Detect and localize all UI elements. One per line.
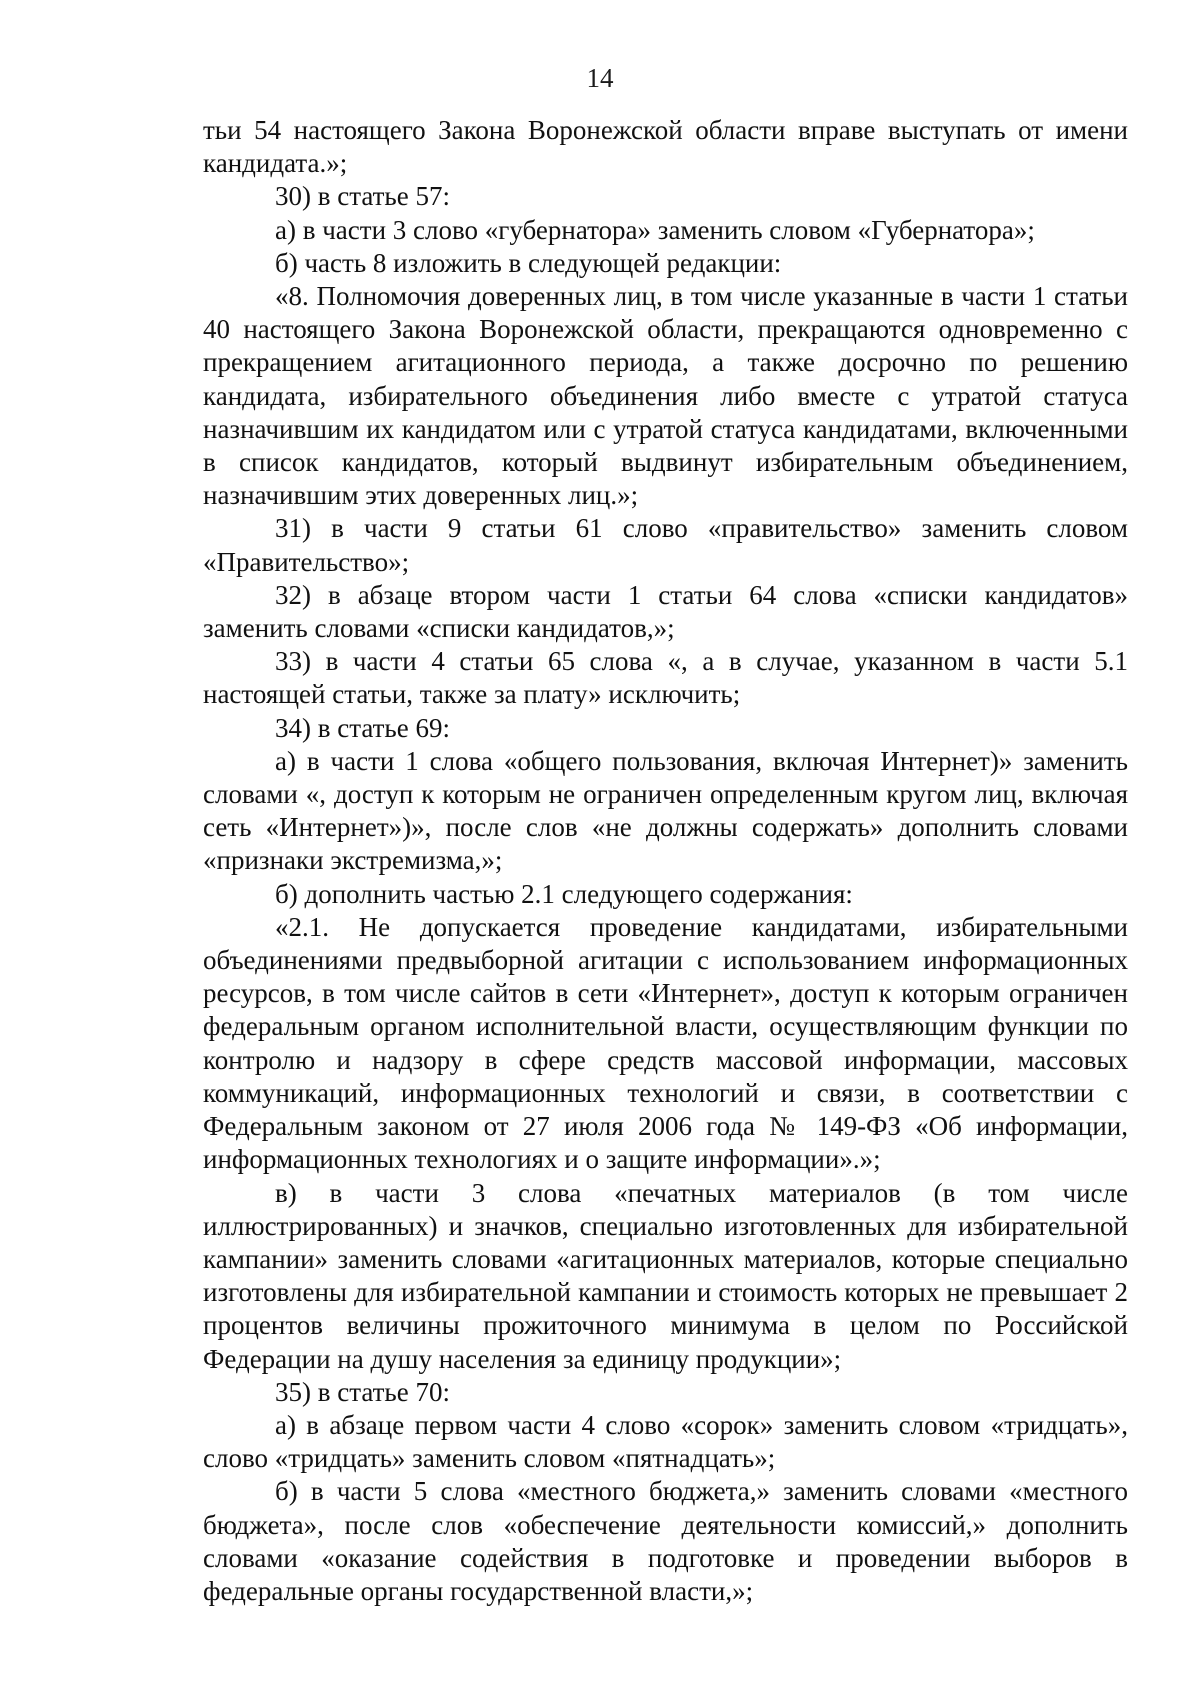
- paragraph: б) дополнить частью 2.1 следующего содержания:: [275, 878, 853, 909]
- page-number: 14: [586, 63, 614, 93]
- paragraph: тьи 54 настоящего Закона Воронежской области вправе выступать от имени кандидата.»;: [203, 115, 1128, 179]
- paragraph: а) в части 3 слово «губернатора» заменить словом «Губернатора»;: [275, 214, 1035, 245]
- paragraph: 35) в статье 70:: [275, 1376, 450, 1407]
- paragraph: б) в части 5 слова «местного бюджета,» заменить словами «местного бюджета», после слов «обеспечение деятельности комиссий,» дополнить словами «оказание содействия в подготовке и проведении выборов в федеральные органы государственной власти,»;: [203, 1476, 1128, 1606]
- paragraph: в) в части 3 слова «печатных материалов (в том числе иллюстрированных) и значков, специально изготовленных для избирательной кампании» заменить словами «агитационных материалов, которые специально изготовлены для избирательной кампании и стоимость которых не превышает 2 процентов величины прожиточного минимума в целом по Российской Федерации на душу населения за единицу продукции»;: [203, 1177, 1128, 1374]
- paragraph: 34) в статье 69:: [275, 712, 450, 743]
- paragraph: 33) в части 4 статьи 65 слова «, а в случае, указанном в части 5.1 настоящей статьи, также за плату» исключить;: [203, 646, 1128, 710]
- paragraph: «2.1. Не допускается проведение кандидатами, избирательными объединениями предвыборной агитации с использованием информационных ресурсов, в том числе сайтов в сети «Интернет», доступ к которым ограничен федеральным органом исполнительной власти, осуществляющим функции по контролю и надзору в сфере средств массовой информации, массовых коммуникаций, информационных технологий и связи, в соответствии с Федеральным законом от 27 июля 2006 года № 149-ФЗ «Об информации, информационных технологиях и о защите информации».»;: [203, 911, 1128, 1175]
- paragraph: 31) в части 9 статьи 61 слово «правительство» заменить словом «Правительство»;: [203, 513, 1128, 577]
- document-body: [203, 114, 1128, 1608]
- paragraph: а) в части 1 слова «общего пользования, включая Интернет)» заменить словами «, доступ к которым не ограничен определенным кругом лиц, включая сеть «Интернет»)», после слов «не должны содержать» дополнить словами «признаки экстремизма,»;: [203, 745, 1128, 876]
- paragraph: 32) в абзаце втором части 1 статьи 64 слова «списки кандидатов» заменить словами «списки кандидатов,»;: [203, 579, 1128, 644]
- paragraph: «8. Полномочия доверенных лиц, в том числе указанные в части 1 статьи 40 настоящего Закона Воронежской области, прекращаются одновременно с прекращением агитационного периода, а также досрочно по решению кандидата, избирательного объединения либо вместе с утратой статуса назначившим их кандидатом или с утратой статуса кандидатами, включенными в список кандидатов, который выдвинут избирательным объединением, назначившим этих доверенных лиц.»;: [203, 281, 1128, 511]
- paragraph: а) в абзаце первом части 4 слово «сорок» заменить словом «тридцать», слово «тридцать» заменить словом «пятнадцать»;: [203, 1409, 1128, 1474]
- paragraph: 30) в статье 57:: [275, 181, 450, 212]
- paragraph: б) часть 8 изложить в следующей редакции:: [275, 247, 782, 278]
